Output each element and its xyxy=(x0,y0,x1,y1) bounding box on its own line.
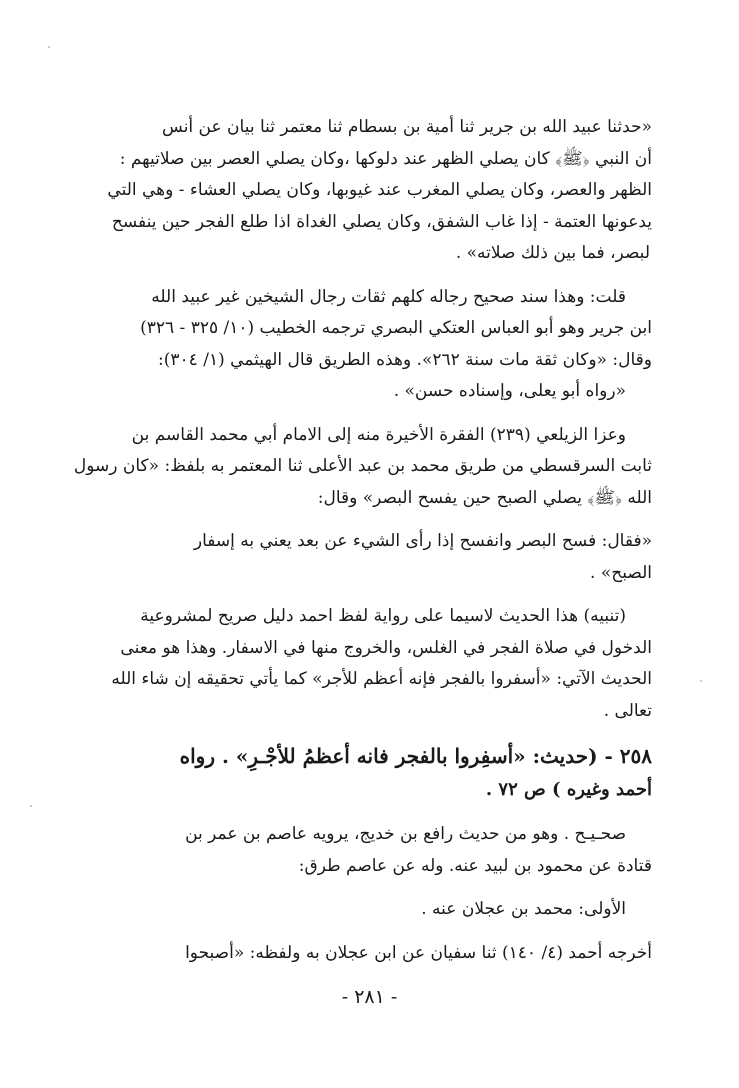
scan-speck xyxy=(48,46,50,48)
scan-speck xyxy=(30,805,32,807)
text-line: قتادة عن محمود بن لبيد عنه. وله عن عاصم طرق: xyxy=(298,855,652,876)
paragraph-commentary xyxy=(82,282,652,408)
text-line: وقال: «وكان ثقة مات سنة ٢٦٢». وهذه الطريق قال الهيثمي (١/ ٣٠٤): xyxy=(158,349,652,370)
paragraph-authentication xyxy=(82,819,652,882)
text-line: الدخول في صلاة الفجر في الغلس، والخروج منها في الاسفار. وهذا هو معنى xyxy=(120,637,652,658)
heading-line: ٢٥٨ - (حديث: «أسفِروا بالفجر فانه أعظمُ للأجْـرِ» . رواه xyxy=(179,744,652,768)
text-line: الله ﴿ﷺ﴾ يصلي الصبح حين يفسح البصر» وقال: xyxy=(317,487,652,508)
text-line: تعالى . xyxy=(603,700,652,721)
text-line: لبصر، فما بين ذلك صلاته» . xyxy=(455,243,650,263)
paragraph-note xyxy=(82,601,652,727)
text-line: الصبح» . xyxy=(590,562,652,583)
page-number: - ٢٨١ - xyxy=(341,986,398,1008)
paragraph-first-route xyxy=(82,894,652,926)
text-line: صحـيـح . وهو من حديث رافع بن خديج، يرويه عاصم بن عمر بن xyxy=(185,824,626,844)
paragraph-quote xyxy=(82,526,652,589)
text-line: الأولى: محمد بن عجلان عنه . xyxy=(421,899,626,919)
paragraph-hadith-text xyxy=(82,112,652,270)
text-line: ابن جرير وهو أبو العباس العتكي البصري ترجمه الخطيب (١٠/ ٣٢٥ - ٣٢٦) xyxy=(140,318,652,338)
paragraph-ahmad xyxy=(82,938,652,970)
heading-line: أحمد وغيره ) ص ٧٢ . xyxy=(485,779,652,800)
text-line: وعزا الزيلعي (٢٣٩) الفقرة الأخيرة منه إلى الامام أبي محمد القاسم بن xyxy=(131,424,626,445)
paragraph-zaylai xyxy=(73,420,652,515)
text-line: «رواه أبو يعلى، وإسناده حسن» . xyxy=(393,381,626,401)
scan-speck xyxy=(700,680,702,682)
text-line: (تنبيه) هذا الحديث لاسيما على رواية لفظ احمد دليل صريح لمشروعية xyxy=(140,606,626,626)
text-line: أخرجه أحمد (٤/ ١٤٠) ثنا سفيان عن ابن عجلان به ولفظه: «أصبحوا xyxy=(185,942,652,963)
text-line: قلت: وهذا سند صحيح رجاله كلهم ثقات رجال الشيخين غير عبيد الله xyxy=(151,286,626,307)
page-body xyxy=(73,112,652,969)
text-line: «حدثنا عبيد الله بن جرير ثنا أمية بن بسطام ثنا معتمر ثنا بيان عن أنس xyxy=(162,117,652,137)
text-line: يدعونها العتمة - إذا غاب الشفق، وكان يصلي الغداة اذا طلع الفجر حين ينفسح xyxy=(111,211,652,232)
text-line: الحديث الآتي: «أسفروا بالفجر فإنه أعظم للأجر» كما يأتي تحقيقه إن شاء الله xyxy=(111,669,652,689)
text-line: «فقال: فسح البصر وانفسح إذا رأى الشيء عن بعد يعني به إسفار xyxy=(193,531,652,551)
text-line: الظهر والعصر، وكان يصلي المغرب عند غيوبها، وكان يصلي العشاء - وهي التي xyxy=(107,180,652,200)
text-line: أن النبي ﴿ﷺ﴾ كان يصلي الظهر عند دلوكها ،وكان يصلي العصر بين صلاتيهم : xyxy=(119,148,652,169)
hadith-heading-258 xyxy=(82,739,652,807)
text-line: ثابت السرقسطي من طريق محمد بن عبد الأعلى ثنا المعتمر به بلفظ: «كان رسول xyxy=(73,456,652,476)
